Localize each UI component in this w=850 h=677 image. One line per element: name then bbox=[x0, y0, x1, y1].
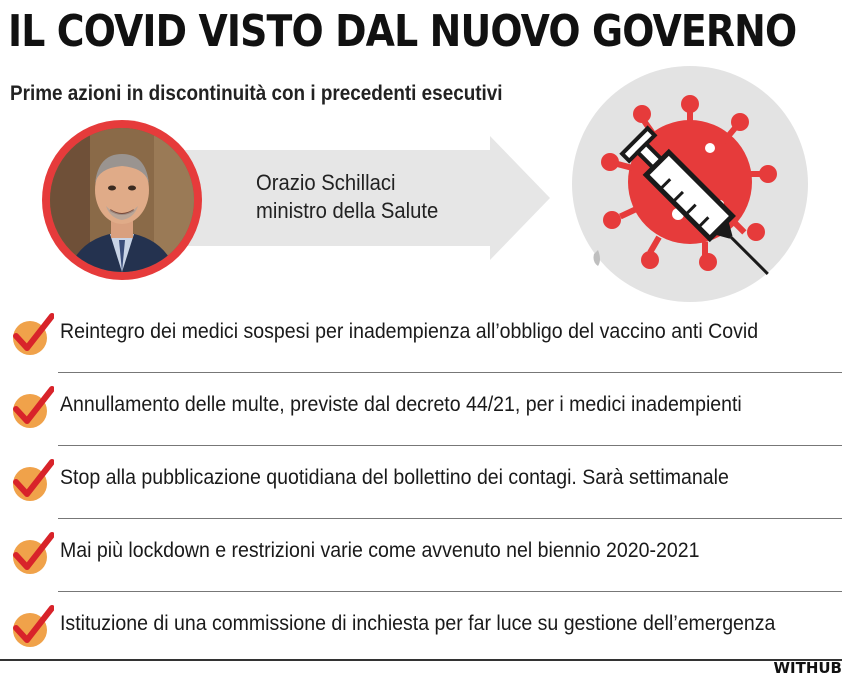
footer-divider bbox=[0, 659, 842, 661]
list-item bbox=[0, 519, 850, 592]
check-icon bbox=[10, 458, 54, 502]
check-icon bbox=[10, 604, 54, 648]
list-item-text: Istituzione di una commissione di inchiesta per far luce su gestione dell’emergenza bbox=[60, 612, 776, 635]
list-item-text: Stop alla pubblicazione quotidiana del bollettino dei contagi. Sarà settimanale bbox=[60, 466, 729, 489]
list-item-text: Annullamento delle multe, previste dal decreto 44/21, per i medici inadempienti bbox=[60, 393, 742, 416]
check-icon bbox=[10, 312, 54, 356]
brand-logo: WITHUB bbox=[773, 659, 842, 677]
list-item bbox=[0, 373, 850, 446]
virus-vaccine-illustration bbox=[570, 64, 810, 304]
list-item-text: Mai più lockdown e restrizioni varie come avvenuto nel biennio 2020-2021 bbox=[60, 539, 700, 562]
page-title: IL COVID VISTO DAL NUOVO GOVERNO bbox=[8, 6, 797, 57]
check-icon bbox=[10, 385, 54, 429]
minister-name: Orazio Schillaci bbox=[256, 170, 396, 195]
minister-photo bbox=[50, 128, 194, 272]
minister-role: ministro della Salute bbox=[256, 198, 439, 223]
person-photo-icon bbox=[50, 128, 194, 272]
check-icon bbox=[10, 531, 54, 575]
list-item-text: Reintegro dei medici sospesi per inadempienza all’obbligo del vaccino anti Covid bbox=[60, 320, 759, 343]
list-item bbox=[0, 592, 850, 665]
list-item bbox=[0, 446, 850, 519]
page-subtitle: Prime azioni in discontinuità con i precedenti esecutivi bbox=[10, 82, 503, 105]
minister-portrait bbox=[42, 120, 202, 280]
list-item bbox=[0, 300, 850, 373]
